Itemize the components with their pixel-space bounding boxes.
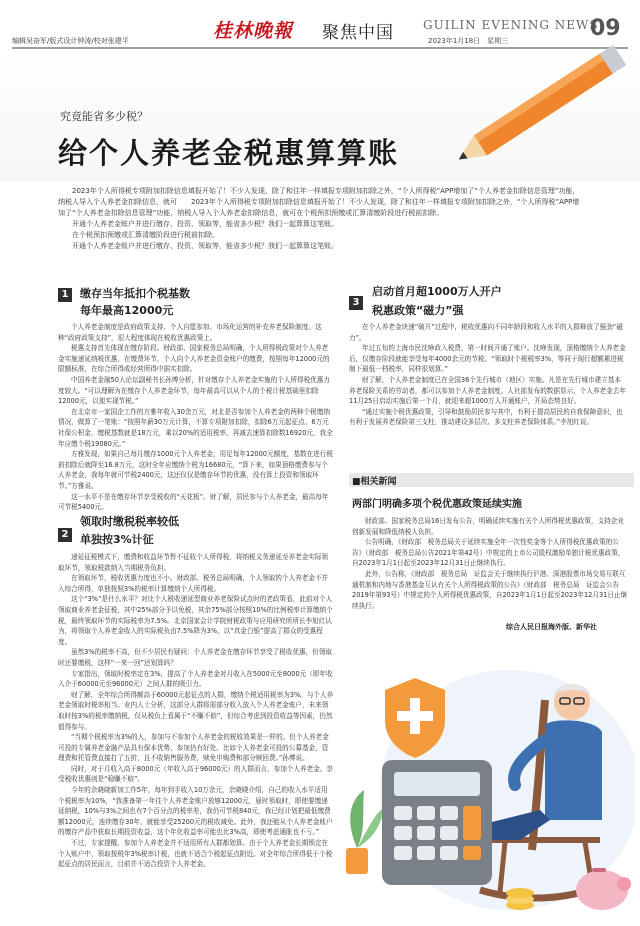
body-paragraph: 这个“3%”是什么水平？对比个人税收递延型商业养老保险试点时的老政策看，此前对个人领取商业养老金征税，其中25%部分予以免税，其余75%部分按照10%的比例税率计算缴纳个税，最终领取环节的实际税率为7.5%。北京国家会计学院财税政策与应用研究所所长李旭红认为，将领取个人养老金收入的实际税负由7.5%降为3%，以“真金白银”提高了群众的受惠程度。 [58,595,333,646]
section-2-body [58,552,334,870]
body-paragraph: 在北京市一家国企工作的方雅年收入30余万元，对北是否参加个人养老金的两种个税缴纳情况，做算了一笔账：“按照年薪30万元计算，不算专项附加扣除，扣除6万元起征点、6万元社保公积金，缴税基数就是18万元，乘以20%的适用税率，再减去速算扣除数16920元，我全年应缴个税19080元。” [58,407,333,448]
news-source: 综合人民日报海外版、新华社 [506,623,597,631]
headline-title: 给个人养老金税惠算算账 [58,136,400,170]
lead-paragraph: 开通个人养老金账户并进行缴存、投资、领取等，能省多少税？我们一起算算这笔账。 [72,220,338,228]
body-paragraph: “通过实施个税优惠政策，引导和鼓励居民参与其中，有利于提高居民的自我保障意识，也有利于发展养老保险第三支柱，推动建设多层次、多支柱养老保险体系。”李旭红说。 [349,407,623,427]
body-paragraph: 税惠支持首先体现在缴存阶段。财政部、国家税务总局明确，个人所得税政策对个人养老金实施递延纳税优惠，在缴费环节，个人向个人养老金资金账户的缴费，按照每年12000元的限额标准，在综合所得或经营所得中据实扣除。 [58,344,330,374]
body-paragraph: 今年的余晓晓新加工作5年，每年到手收入10万余元，余晓晓介绍，自己的收入水平适用个税税率为10%，“我准备第一年往个人养老金账户放够12000元，届时领取时，即使要缴递延纳税，10%与3%之间也有7个百分点的税率差，我仍可节税840元，我已经计划把最低缴费额12000元，连续缴存30年，就能享受25200元的税收减免。此外，我还能从个人养老金账户的缴存产品中获取长期投资收益，这个年化收益率可能也比3%高，即使考虑通胀也不亏。” [58,786,333,837]
body-paragraph: 财了解，个人养老金制度已在全国36个先行城市（地区）实施。凡是在先行城市建立基本养老保险关系的劳动者，都可以参加个人养老金制度。人社部发布的数据显示，个人养老金去年11月25日启动实施后第一个月，就迎来超1000万人开通账户，开局态势良好。 [349,375,626,406]
lead-text [58,186,583,252]
section-2-badge: 2 [58,528,72,542]
section-3-subtitle-2: 税惠政策“磁力”强 [372,304,464,317]
page-number: 09 [590,16,621,41]
body-paragraph: 专家指出，领取时税率定在3%，提高了个人养老金对月收入在5000元至8000元（即年收入介于60000元至96000元）之间人群的吸引力。 [58,669,333,689]
lead-paragraph: 在个税预扣预缴或汇算清缴阶段进行税前扣除。 [72,231,219,239]
body-paragraph: “当期个税税率为3%的人，参加与不参加个人养老金的税收效果是一样的。但个人养老金可投的专属养老金融产品具有保本优势，参加仍有好处。比如个人养老金可投的公募基金，管理费和托管费直接打了五折，且不收销售服务费，赎免申购费和部分赎回费。”孙博说。 [58,733,329,763]
section-name: 聚焦中国 [322,23,394,43]
section-2-subtitle-1: 领取时缴税税率较低 [80,515,179,528]
body-paragraph: 公告明确，《财政部 税务总局关于延续实施全年一次性奖金等个人所得税优惠政策的公告》（财政部 税务总局公告2021年第42号）中规定的上市公司股权激励单独计税优惠政策，自2023年1月1日起至2023年12月31日止继续执行。 [352,538,625,568]
body-paragraph: 方雅发现，如果自己每月缴存1000元个人养老金，用足每年12000元额度，基数在进行税前扣除后就降至16.8万元，这时全年应缴纳个税为16680元，“算下来，如果顶格缴费参与个人养老金，我每年就可节税2400元，这还仅仅是缴存环节的优惠，没有算上投资和领取环节。”方雅说。 [58,450,333,490]
body-paragraph: 财了解，全年综合所得额高于60000元起征点的人群，缴纳个税适用税率为3%。与个人养老金领取时税率相当。业内人士分析，这部分人群将需部分收入放入个人养老金账户，未来领取时按3%的税率缴纳税，仅从税负上看属于“不赚不赔”，但综合考虑到投资收益等因素，仍然值得参与。 [58,690,334,731]
calculator-icon [382,760,492,885]
body-paragraph: 不过，专家提醒，参加个人养老金并不适用所有人群都划算。由于个人养老金长期锁定在个人账户中，领取按税年3%税率计税，也就不适合个税起征点附近。对全年综合所得低于个税起征点的居民而言，目前并不适合投资个人养老金。 [58,839,333,869]
body-paragraph: 这一水平不是在缴存环节享受税收的“天花板”。财了解，居民参与个人养老金，最高每年可节税5400元。 [58,492,329,512]
body-paragraph: 年过五旬的上海市民沈峥政入税费，第一时间开通了账户。沈峥发现，顶格缴纳个人养老金后，仅缴存阶段就能享受每年4000余元的节税。“领取时个税税率3%，等同于现行超额累进税制下最低一档税率，同样很划算。” [349,344,626,374]
section-3-body [349,322,627,428]
newspaper-logo: 桂林晚報 [213,20,294,42]
body-paragraph: 在个人养老金块速“破开”过程中，税收优惠向不同年龄段和收入水平的人群释放了强劲“磁力”。 [349,323,623,342]
section-1-badge: 1 [58,288,72,302]
body-paragraph: 财政部、国家税务总局16日发布公告，明确延续实施有关个人所得税优惠政策，支持企业创新发展和降低纳税人负担。 [352,517,624,536]
editor-credits: 编辑吴奋军/版式设计钟涛/校对张建平 [12,37,129,45]
section-1-body [58,322,334,513]
lead-paragraph: 开通个人养老金账户并进行缴存、投资、领取等，能省多少税？我们一起算算这笔账。 [72,242,338,250]
coin-stack-icon [506,888,534,910]
section-1-subtitle-2: 每年最高12000元 [80,304,174,317]
related-news-body [352,516,628,611]
plant-icon [346,790,384,874]
section-3-subtitle-1: 启动首月超1000万人开户 [372,285,502,298]
pencil-icon [430,30,640,190]
body-paragraph: 虽然3%的税率不高，但不少居民有疑问：个人养老金在缴存环节享受了税收优惠，但领取时还要缴税，这样“一来一回”还划算吗？ [58,648,333,667]
english-name: GUILIN EVENING NEWS [423,18,599,32]
issue-date: 2023年1月18日 星期三 [428,37,509,45]
body-paragraph: 此外，公告称，《财政部 税务总局 证监会关于继续执行沪港、深港股票市场交易互联互通机制和内地与香港基金互认有关个人所得税政策的公告》（财政部 税务总局 证监会公告2019年第93号）中规定的个人所得税优惠政策，自2023年1月1日起至2023年12月31日止继续执行。 [352,569,628,610]
section-2-subtitle-2: 单独按3%计征 [80,533,154,546]
body-paragraph: 在领取环节，税收优惠力度也不小。财政部、税务总局明确，个人领取的个人养老金不并入综合所得，单独按照3%的税率计算缴纳个人所得税。 [58,574,329,593]
body-paragraph: 个人养老金制度是政府政策支持、个人自愿参加、市场化运营的补充养老保险制度。这种“政府政策支持”，很大程度体现在税收优惠政策上。 [58,323,322,342]
body-paragraph: 中国养老金融50人论坛副秘书长孙博分析，针对缴存个人养老金实施的个人所得税优惠力度较大。“可以理解为在缴存个人养老金环节，每年最高可以从个人的个税计税基础里扣除12000元，以便实现节税。” [58,375,330,406]
body-paragraph: 递延征税模式下，缴费和收益环节暂不征收个人所得税，将纳税义务递延至养老金实际领取环节，领取税款纳入当期税务负担。 [58,553,329,572]
lead-paragraph: 2023年个人所得税专项附加扣除信息填报开始了！不少人发现，除了和往年一样填报专项附加扣除之外，“个人所得税”APP增加了“个人养老金扣除信息管理”功能，纳税人导入个人养老金扣除信息，就可 2023年个人所得税专项附加扣除信息填报开始了！不少人发现，除了和往年一样填报专项附加扣除之外，“个人所得税”APP增加了“个人养老金扣除信息管理”功能，纳税人导入个人养老金扣除信息，就可在个税预扣预缴或汇算清缴阶段进行税前扣除。 [58,187,580,217]
related-news-title: 两部门明确多项个税优惠政策延续实施 [352,499,522,510]
section-1-subtitle-1: 缴存当年抵扣个税基数 [80,287,190,300]
section-3-badge: 3 [349,296,363,310]
elderly-man-calculator-illustration [340,640,635,920]
body-paragraph: 同时，对于月收入高于8000元（年收入高于96000元）的人群而言，参加个人养老金、享受税收优惠则是“稳赚不赔”。 [58,764,333,784]
headline-kicker: 究竟能省多少税？ [60,110,148,123]
related-news-label: ■相关新闻 [352,477,397,487]
